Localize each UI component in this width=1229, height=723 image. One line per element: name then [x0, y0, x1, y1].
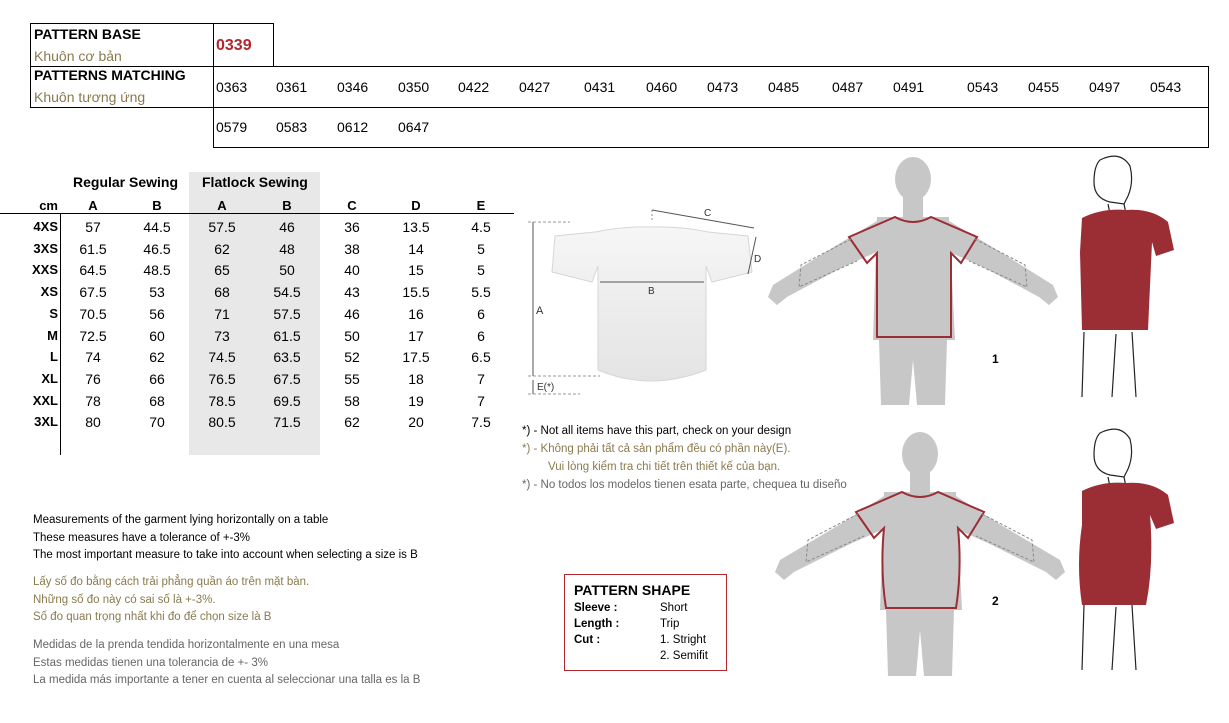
table-cell: 62 — [214, 240, 230, 257]
pattern-base-label-vn: Khuôn cơ bản — [34, 48, 122, 64]
table-cell: 80 — [85, 414, 101, 431]
table-cell: 76.5 — [208, 370, 236, 387]
table-cell: 58 — [344, 392, 360, 409]
table-cell: 57 — [85, 219, 101, 235]
size-label: XS — [40, 284, 58, 300]
matching-code: 0361 — [276, 79, 308, 95]
matching-code: 0431 — [584, 79, 616, 95]
label-c: C — [704, 208, 712, 219]
pattern-shape-box — [564, 574, 727, 671]
matching-code: 0350 — [398, 79, 430, 95]
size-label: 3XS — [33, 240, 58, 256]
table-cell: 48.5 — [143, 262, 171, 279]
table-cell: 66 — [149, 370, 165, 387]
table-cell: 76 — [85, 370, 101, 387]
column-header: A — [88, 198, 98, 213]
table-cell: 67.5 — [79, 284, 107, 301]
label-b: B — [648, 286, 655, 297]
table-cell: 5 — [477, 262, 485, 279]
matching-code: 0497 — [1089, 79, 1121, 95]
table-cell: 15 — [408, 262, 424, 279]
table-cell: 4.5 — [471, 219, 491, 235]
table-cell: 60 — [149, 327, 165, 344]
figure-2-label: 2 — [1144, 429, 1145, 430]
table-cell: 61.5 — [79, 240, 107, 257]
table-cell: 38 — [344, 240, 360, 257]
matching-code: 0455 — [1028, 79, 1060, 95]
column-header: C — [347, 198, 357, 213]
tshirt-shape — [552, 227, 752, 381]
footnote-vn-2: Vui lòng kiểm tra chi tiết trên thiết kế của bạn. — [548, 461, 781, 473]
table-cell: 68 — [214, 284, 230, 301]
note-line: The most important measure to take into account when selecting a size is B — [33, 549, 418, 561]
note-line: Lấy số đo bằng cách trải phẳng quần áo trên mặt bàn. — [33, 576, 310, 588]
size-label: 3XL — [34, 414, 58, 430]
table-cell: 40 — [344, 262, 360, 279]
group-regular-label: Regular Sewing — [73, 174, 179, 190]
model-side-figure-1 — [1072, 152, 1182, 407]
matching-code: 0485 — [768, 79, 800, 95]
table-cell: 46 — [344, 305, 360, 322]
matching-code: 0579 — [216, 119, 248, 135]
table-cell: 74.5 — [208, 349, 236, 366]
size-label: L — [50, 349, 58, 365]
patterns-matching-label-vn: Khuôn tương ứng — [34, 89, 146, 105]
column-header: E — [476, 198, 486, 213]
matching-code: 0543 — [1150, 79, 1182, 95]
table-cell: 6.5 — [471, 349, 491, 366]
table-cell: 56 — [149, 305, 165, 322]
table-cell: 52 — [344, 349, 360, 366]
table-cell: 7 — [477, 370, 485, 387]
table-cell: 14 — [408, 240, 424, 257]
patterns-matching-label: PATTERNS MATCHING — [34, 67, 186, 83]
body-figure-1 — [765, 155, 1065, 410]
unit-label: cm — [39, 198, 58, 213]
matching-code: 0473 — [707, 79, 739, 95]
size-label: 4XS — [33, 219, 58, 234]
table-cell: 70.5 — [79, 305, 107, 322]
table-cell: 64.5 — [79, 262, 107, 279]
note-line: Estas medidas tienen una tolerancia de +- 3% — [33, 656, 268, 669]
table-cell: 5 — [477, 240, 485, 257]
label-d: D — [754, 254, 762, 265]
length-value: Trip — [660, 618, 680, 630]
table-cell: 57.5 — [208, 219, 236, 235]
table-cell: 78.5 — [208, 392, 236, 409]
note-line: Số đo quan trọng nhất khi đo để chọn size là B — [33, 611, 272, 623]
table-cell: 43 — [344, 284, 360, 301]
table-cell: 7.5 — [471, 414, 491, 431]
matching-code: 0346 — [337, 79, 369, 95]
group-flatlock-label: Flatlock Sewing — [202, 174, 308, 190]
label-a: A — [536, 305, 544, 317]
table-cell: 44.5 — [143, 219, 171, 235]
table-cell: 80.5 — [208, 414, 236, 431]
pattern-base-code: 0339 — [216, 37, 252, 54]
table-cell: 5.5 — [471, 284, 491, 301]
column-header: D — [411, 198, 421, 213]
table-cell: 57.5 — [273, 305, 301, 322]
table-cell: 63.5 — [273, 349, 301, 366]
figure-1-number: 1 — [992, 352, 999, 366]
matching-code: 0363 — [216, 79, 248, 95]
size-label: S — [49, 305, 58, 321]
size-label: XXS — [31, 262, 58, 278]
footnote-vn-1: *) - Không phải tất cả sản phẩm đều có phần này(E). — [522, 443, 791, 455]
column-header: B — [282, 198, 292, 213]
matching-code: 0460 — [646, 79, 678, 95]
model-side-figure-2 — [1072, 425, 1182, 680]
note-line: These measures have a tolerance of +-3% — [33, 531, 251, 544]
matching-code: 0647 — [398, 119, 430, 135]
table-cell: 68 — [149, 392, 165, 409]
tshirt-measure-diagram — [520, 200, 780, 400]
table-cell: 17 — [408, 327, 424, 344]
table-cell: 19 — [408, 392, 424, 409]
matching-code: 0422 — [458, 79, 490, 95]
table-cell: 54.5 — [273, 284, 301, 301]
note-line: La medida más importante a tener en cuenta al seleccionar una talla es la B — [33, 674, 421, 686]
table-cell: 65 — [214, 262, 230, 279]
table-cell: 72.5 — [79, 327, 107, 344]
cut-value-2: 2. Semifit — [660, 650, 708, 662]
table-cell: 36 — [344, 219, 360, 235]
table-cell: 16 — [408, 305, 424, 322]
size-label: XL — [41, 370, 58, 386]
footnote-en: *) - Not all items have this part, check on your design — [522, 425, 792, 437]
sleeve-label: Sleeve : — [574, 602, 618, 614]
table-cell: 73 — [214, 327, 230, 344]
label-e: E(*) — [537, 382, 555, 393]
header-divider — [0, 213, 514, 214]
table-cell: 53 — [149, 284, 165, 301]
column-header: A — [217, 198, 227, 213]
pattern-base-label: PATTERN BASE — [34, 26, 141, 42]
table-cell: 6 — [477, 305, 485, 322]
matching-code: 0583 — [276, 119, 308, 135]
table-cell: 50 — [344, 327, 360, 344]
table-cell: 50 — [279, 262, 295, 279]
table-cell: 18 — [408, 370, 424, 387]
body-figure-2 — [772, 430, 1072, 680]
row-label-divider — [60, 213, 61, 455]
note-line: Những số đo này có sai số là +-3%. — [33, 593, 216, 606]
matching-code: 0612 — [337, 119, 369, 135]
table-cell: 69.5 — [273, 392, 301, 409]
length-label: Length : — [574, 618, 620, 630]
column-header: B — [152, 198, 162, 213]
matching-code: 0487 — [832, 79, 864, 95]
table-cell: 71.5 — [273, 414, 301, 431]
matching-code: 0427 — [519, 79, 551, 95]
sleeve-value: Short — [660, 602, 688, 614]
table-cell: 17.5 — [402, 349, 430, 366]
table-cell: 62 — [149, 349, 165, 366]
table-cell: 67.5 — [273, 370, 301, 387]
cut-label: Cut : — [574, 634, 601, 646]
table-cell: 7 — [477, 392, 485, 409]
size-label: XXL — [32, 392, 58, 408]
table-cell: 46.5 — [143, 240, 171, 257]
note-line: Measurements of the garment lying horizontally on a table — [33, 514, 329, 526]
footnote-es: *) - No todos los modelos tienen esata parte, chequea tu diseño — [522, 479, 847, 491]
table-cell: 74 — [85, 349, 101, 366]
table-cell: 6 — [477, 327, 485, 344]
table-cell: 70 — [149, 414, 165, 431]
table-cell: 78 — [85, 392, 101, 409]
table-cell: 48 — [279, 240, 295, 257]
table-cell: 46 — [279, 219, 295, 235]
table-cell: 20 — [408, 414, 424, 431]
table-cell: 61.5 — [273, 327, 301, 344]
pattern-shape-title: PATTERN SHAPE — [574, 582, 691, 598]
table-cell: 13.5 — [402, 219, 430, 235]
table-cell: 71 — [214, 305, 230, 322]
note-line: Medidas de la prenda tendida horizontalmente en una mesa — [33, 639, 340, 651]
matching-code: 0543 — [967, 79, 999, 95]
size-label: M — [47, 327, 58, 343]
table-cell: 15.5 — [402, 284, 430, 301]
matching-code: 0491 — [893, 79, 925, 95]
table-cell: 62 — [344, 414, 360, 431]
table-cell: 55 — [344, 370, 360, 387]
figure-2-number: 2 — [992, 594, 999, 608]
cut-value-1: 1. Stright — [660, 634, 707, 646]
figure-1-label: 1 — [1144, 156, 1145, 157]
